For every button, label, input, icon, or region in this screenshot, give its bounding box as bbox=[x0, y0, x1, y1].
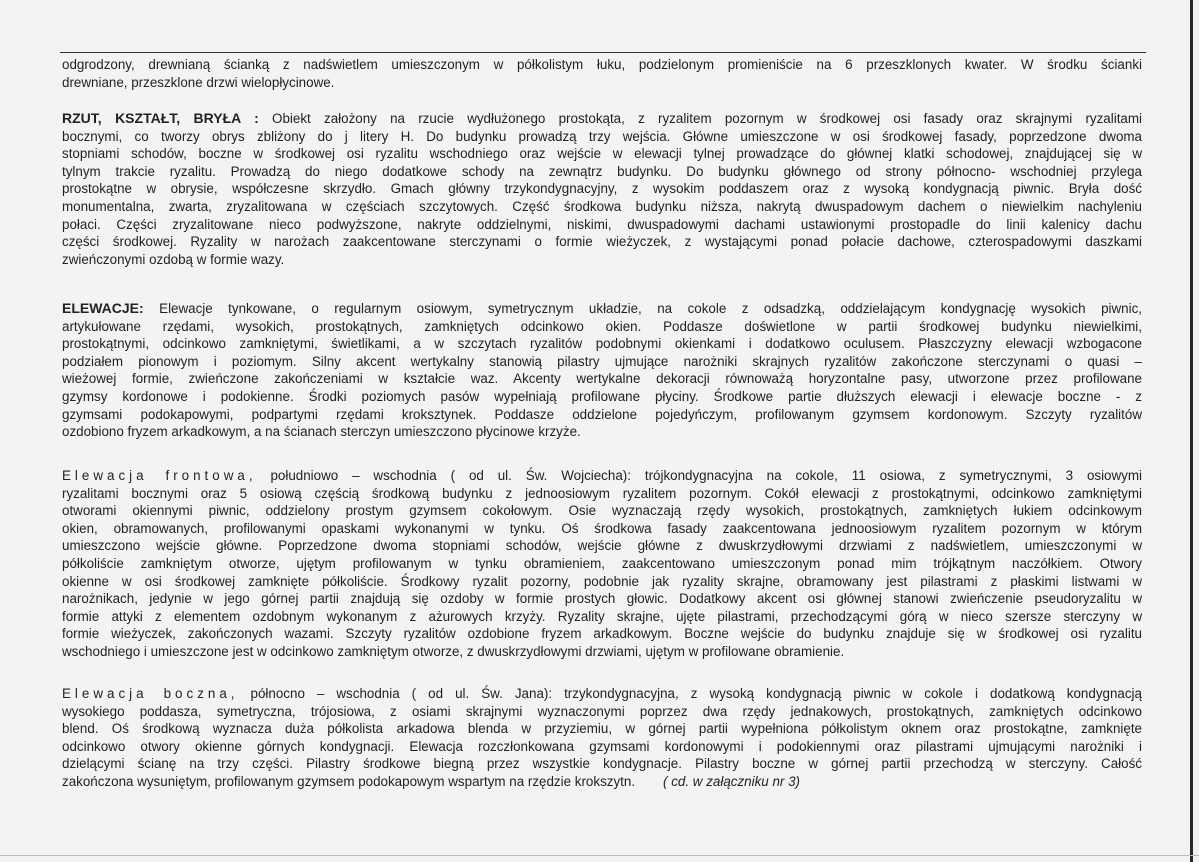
line-text: odgrodzony, drewnianą ścianką z nadświetlem umieszczonym w półkolistym łuku, podzielonym promieniście na 6 przeszklonych kwater. W środku ścianki bbox=[62, 57, 1142, 72]
text-line bbox=[62, 163, 1142, 181]
text-line bbox=[62, 251, 1142, 269]
line-text: wysokiego poddasza, symetryczna, trójosiowa, z osiami skrajnymi wyznaczonymi poprzez dwa rzędy jednakowych, prostokątnych, zamkniętych odcinkowo bbox=[62, 703, 1142, 719]
line-text: umieszczono wejście główne. Poprzedzone dwoma stopniami schodów, wejście główne z dwuskrzydłowymi drzwiami z nadświetlem, umieszczonymi w bbox=[62, 538, 1142, 554]
text-line bbox=[62, 353, 1142, 371]
line-text: blend. Oś środkową wyznacza duża półkolista arkadowa blenda w przyziemiu, w górnej partii wypełniona półkolistym oknem oraz prostokątne, zamknięte bbox=[62, 721, 1142, 737]
text-line bbox=[62, 643, 1142, 661]
line-text: artykułowane rzędami, wysokich, prostokątnych, zamkniętych odcinkowo okien. Poddasze doświetlone w partii środkowej budynku niewielkimi, bbox=[62, 318, 1142, 334]
top-rule bbox=[60, 52, 1146, 53]
text-line bbox=[62, 388, 1142, 406]
text-line bbox=[62, 423, 1142, 441]
text-line bbox=[62, 773, 1142, 791]
text-line bbox=[62, 110, 1142, 128]
section-heading: ELEWACJE: bbox=[62, 300, 144, 316]
line-text: prostokątne w obrysie, współczesne skrzydło. Gmach główny trzykondygnacyjny, z wysokim poddaszem oraz z wysoką kondygnacją piwnic. Bryła dość bbox=[62, 181, 1142, 197]
line-text: narożnikach, jedynie w jego górnej partii znajdują się ozdoby w formie prostych głowic. Dodatkowy akcent osi głównej stanowi zwieńczenie pseudoryzalitu w bbox=[62, 591, 1142, 607]
line-text: otworami okiennymi piwnic, oddzielony prostym gzymsem cokołowym. Osie wyznaczają rzędy wysokich, prostokątnych, zamkniętych łukiem odcinkowym bbox=[62, 503, 1142, 519]
text-line bbox=[62, 370, 1142, 388]
line-text: wschodniego i umieszczone jest w odcinkowo zamkniętym otworze, z dwuskrzydłowymi drzwiami, ujętym w profilowane obramienie. bbox=[62, 643, 845, 659]
line-text: drewniane, przeszklone drzwi wielopłycinowe. bbox=[62, 74, 335, 90]
text-line bbox=[62, 74, 1142, 92]
line-text: prostokątnymi, odcinkowo zamkniętymi, świetlikami, a w szczytach ryzalitów podobnymi okienkami i dodatkowo oculusem. Płaszczyzny elewacji wzbogacone bbox=[62, 336, 1142, 352]
text-line bbox=[62, 537, 1142, 555]
line-text: stopniami schodów, boczne w środkowej osi ryzalitu wschodniego oraz wejście w elewacji tylnej prowadzące do głównej klatki schodowej, znajdującej się w bbox=[62, 146, 1142, 162]
text-line bbox=[62, 406, 1142, 424]
line-text: ozdobiono fryzem arkadkowym, a na ścianach sterczyn umieszczono płycinowe krzyże. bbox=[62, 424, 581, 440]
line-text: formie wieżyczek, zakończonych wazami. Szczyty ryzalitów ozdobione fryzem arkadkowym. Boczne wejście do budynku znajduje się w środkowej osi ryzalitu bbox=[62, 626, 1142, 642]
text-line bbox=[62, 467, 1142, 485]
text-line bbox=[62, 720, 1142, 738]
text-line bbox=[62, 573, 1142, 591]
section-heading: RZUT, KSZTAŁT, BRYŁA : bbox=[62, 110, 259, 126]
text-line bbox=[62, 703, 1142, 721]
line-text: podziałem pionowym i poziomym. Silny akcent wertykalny stanowią pilastry ujmujące narożniki skrajnych ryzalitów zakończone sterczynami o quasi – bbox=[62, 353, 1142, 369]
text-line bbox=[62, 233, 1142, 251]
text-line bbox=[62, 145, 1142, 163]
text-line bbox=[62, 502, 1142, 520]
text-line bbox=[62, 555, 1142, 573]
text-line bbox=[62, 180, 1142, 198]
text-line bbox=[62, 128, 1142, 146]
line-text: północno – wschodnia ( od ul. Św. Jana): trzykondygnacyjna, z wysoką kondygnacją piwnic w cokole i dodatkową kondygnacją bbox=[238, 686, 1142, 701]
line-text: wieżowej formie, zwieńczone zakończeniami w kształcie waz. Akcenty wertykalne dekoracji równoważą horyzontalne pasy, utworzone przez profilowane bbox=[62, 371, 1142, 387]
text-line bbox=[62, 216, 1142, 234]
line-text: gzymsami podokapowymi, podpartymi rzędami kroksztynek. Poddasze oddzielone pojedyńczym, profilowanym gzymsem kordonowym. Szczyty ryzalitów bbox=[62, 406, 1142, 422]
line-text: półkoliście zamkniętym otworze, ujętym profilowanym w tynku obramieniem, zaakcentowano umieszczonym ponad mim trójkątnym naczółkiem. Otwory bbox=[62, 555, 1142, 571]
line-text: tylnym trakcie ryzalitu. Prowadzą do niego dodatkowe schody na zewnątrz budynku. Do budynku głównego od strony północno- wschodniej przylega bbox=[62, 163, 1142, 179]
text-line bbox=[62, 56, 1142, 74]
scan-edge-bottom bbox=[0, 855, 1199, 856]
paragraph-intro-continuation bbox=[62, 56, 1142, 91]
line-text: południowo – wschodnia ( od ul. Św. Wojciecha): trójkondygnacyjna na cokole, 11 osiowa, z symetrycznymi, 3 osiowymi bbox=[256, 468, 1142, 483]
line-text: zwieńczonymi ozdobą w formie wazy. bbox=[62, 251, 285, 267]
line-text: Obiekt założony na rzucie wydłużonego prostokąta, z ryzalitem pozornym w środkowej osi fasady oraz skrajnymi ryzalitami bbox=[258, 111, 1142, 126]
line-text: odcinkowo otwory okienne górnych kondygnacji. Elewacja rozczłonkowana gzymsami kordonowymi i podokiennymi oraz pilastrami ujmującymi narożniki i bbox=[62, 738, 1142, 754]
line-text: okien, obramowanych, profilowanymi opaskami wykonanymi w tynku. Oś środkowa fasady zaakcentowana jednoosiowym ryzalitem pozornym w którym bbox=[62, 520, 1142, 536]
paragraph-elewacje bbox=[62, 300, 1142, 441]
text-line bbox=[62, 485, 1142, 503]
line-text: monumentalna, zwarta, zryzalitowana w częściach szczytowych. Część środkowa budynku niższa, nakrytą dwuspadowym dachem o niewielkim nachyleniu bbox=[62, 198, 1142, 214]
text-line bbox=[62, 520, 1142, 538]
text-line bbox=[62, 300, 1142, 318]
scan-edge bbox=[1190, 0, 1193, 862]
line-text: części środkowej. Ryzality w narożach zaakcentowane sterczynami o formie wieżyczek, z wystającymi ponad połacie dachowe, czterospadowymi daszkami bbox=[62, 234, 1142, 250]
line-text: dzielącymi ścianę na trzy części. Pilastry środkowe biegną przez wszystkie kondygnacje. Pilastry boczne w górnej partii przechodzą w sterczyny. Całość bbox=[62, 756, 1142, 772]
line-text: okienne w osi środkowej zamknięte półkoliście. Środkowy ryzalit pozorny, podobnie jak ryzality skrajne, obramowany jest pilastrami z płaskimi listwami w bbox=[62, 573, 1142, 589]
line-text: połaci. Części zryzalitowane nieco podwyższone, nakryte oddzielnymi, niskimi, dwuspadowymi dachami ustawionymi prostopadle do linii kalenicy dachu bbox=[62, 216, 1142, 232]
line-text: Elewacje tynkowane, o regularnym osiowym, symetrycznym układzie, na cokole z odsadzką, oddzielającym kondygnację wysokich piwnic, bbox=[143, 301, 1142, 316]
line-text: gzymsy kordonowe i podokienne. Środki poziomych pasów wypełniają profilowane płyciny. Środkowe partie dłuższych elewacji i elewacje boczne - z bbox=[62, 388, 1142, 404]
text-line bbox=[62, 198, 1142, 216]
text-line bbox=[62, 608, 1142, 626]
line-text: ryzalitami bocznymi oraz 5 osiową częścią środkową budynku z jednoosiowym ryzalitem pozornym. Cokół elewacji z prostokątnymi, odcinkowo zamkniętymi bbox=[62, 485, 1142, 501]
text-line bbox=[62, 685, 1142, 703]
paragraph-elewacja-frontowa bbox=[62, 467, 1142, 661]
section-heading: Elewacja boczna, bbox=[62, 686, 239, 701]
paragraph-rzut-ksztalt-bryla bbox=[62, 110, 1142, 268]
text-line bbox=[62, 590, 1142, 608]
text-line bbox=[62, 738, 1142, 756]
text-line bbox=[62, 335, 1142, 353]
paragraph-elewacja-boczna bbox=[62, 685, 1142, 791]
text-line bbox=[62, 318, 1142, 336]
line-text: bocznymi, co tworzy obrys zbliżony do j litery H. Do budynku prowadzą trzy wejścia. Główne umieszczone w osi środkowej fasady, poprzedzone dwoma bbox=[62, 128, 1142, 144]
continuation-note: ( cd. w załączniku nr 3) bbox=[663, 773, 800, 789]
line-text: formie attyki z elementem ozdobnym wykonanym z ażurowych krzyży. Ryzality skrajne, ujęte pilastrami, przechodzącymi górą w nieco szersze sterczyny w bbox=[62, 608, 1142, 624]
line-text: zakończona wysuniętym, profilowanym gzymsem podokapowym wspartym na rzędzie krokszytn. bbox=[62, 773, 636, 789]
text-line bbox=[62, 625, 1142, 643]
text-line bbox=[62, 755, 1142, 773]
section-heading: Elewacja frontowa, bbox=[62, 468, 257, 483]
